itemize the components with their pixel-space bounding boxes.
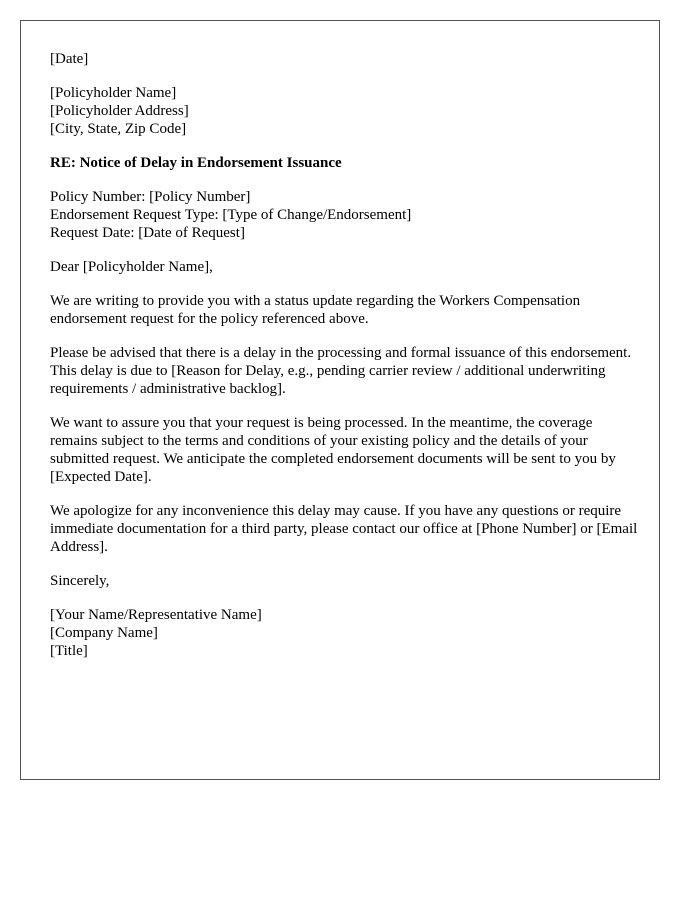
signer-company: [Company Name] <box>50 625 158 641</box>
recipient-address: [Policyholder Address] <box>50 103 189 119</box>
letter-date: [Date] <box>50 51 89 67</box>
policy-info-block <box>50 188 640 242</box>
recipient-name: [Policyholder Name] <box>50 85 177 101</box>
closing-block <box>50 572 640 590</box>
salutation: Dear [Policyholder Name], <box>50 259 213 275</box>
salutation-block <box>50 258 640 276</box>
signer-title: [Title] <box>50 643 88 659</box>
letter-frame <box>20 20 660 780</box>
letter-subject: RE: Notice of Delay in Endorsement Issuance <box>50 155 342 171</box>
closing: Sincerely, <box>50 573 110 589</box>
body-paragraph-status-update: We are writing to provide you with a status update regarding the Workers Compensation endorsement request for the policy referenced above. <box>50 293 581 327</box>
body-paragraph-apology-contact: We apologize for any inconvenience this delay may cause. If you have any questions or require immediate documentation for a third party, please contact our office at [Phone Number] or [Email Address]. <box>50 503 638 555</box>
request-date: Request Date: [Date of Request] <box>50 225 245 241</box>
date-block <box>50 50 640 68</box>
letter-body <box>50 50 640 676</box>
endorsement-request-type: Endorsement Request Type: [Type of Change/Endorsement] <box>50 207 412 223</box>
body-paragraph-assurance: We want to assure you that your request is being processed. In the meantime, the coverage remains subject to the terms and conditions of your existing policy and the details of your submitted request. We anticipate the completed endorsement documents will be sent to you by [Expected Date]. <box>50 415 616 485</box>
body-paragraph-delay-reason: Please be advised that there is a delay in the processing and formal issuance of this endorsement. This delay is due to [Reason for Delay, e.g., pending carrier review / additional underwriting requirements / administrative backlog]. <box>50 345 632 397</box>
recipient-city-state-zip: [City, State, Zip Code] <box>50 121 187 137</box>
signer-name: [Your Name/Representative Name] <box>50 607 262 623</box>
subject-block <box>50 154 640 172</box>
recipient-address-block <box>50 84 640 138</box>
signature-block <box>50 606 640 660</box>
policy-number: Policy Number: [Policy Number] <box>50 189 251 205</box>
